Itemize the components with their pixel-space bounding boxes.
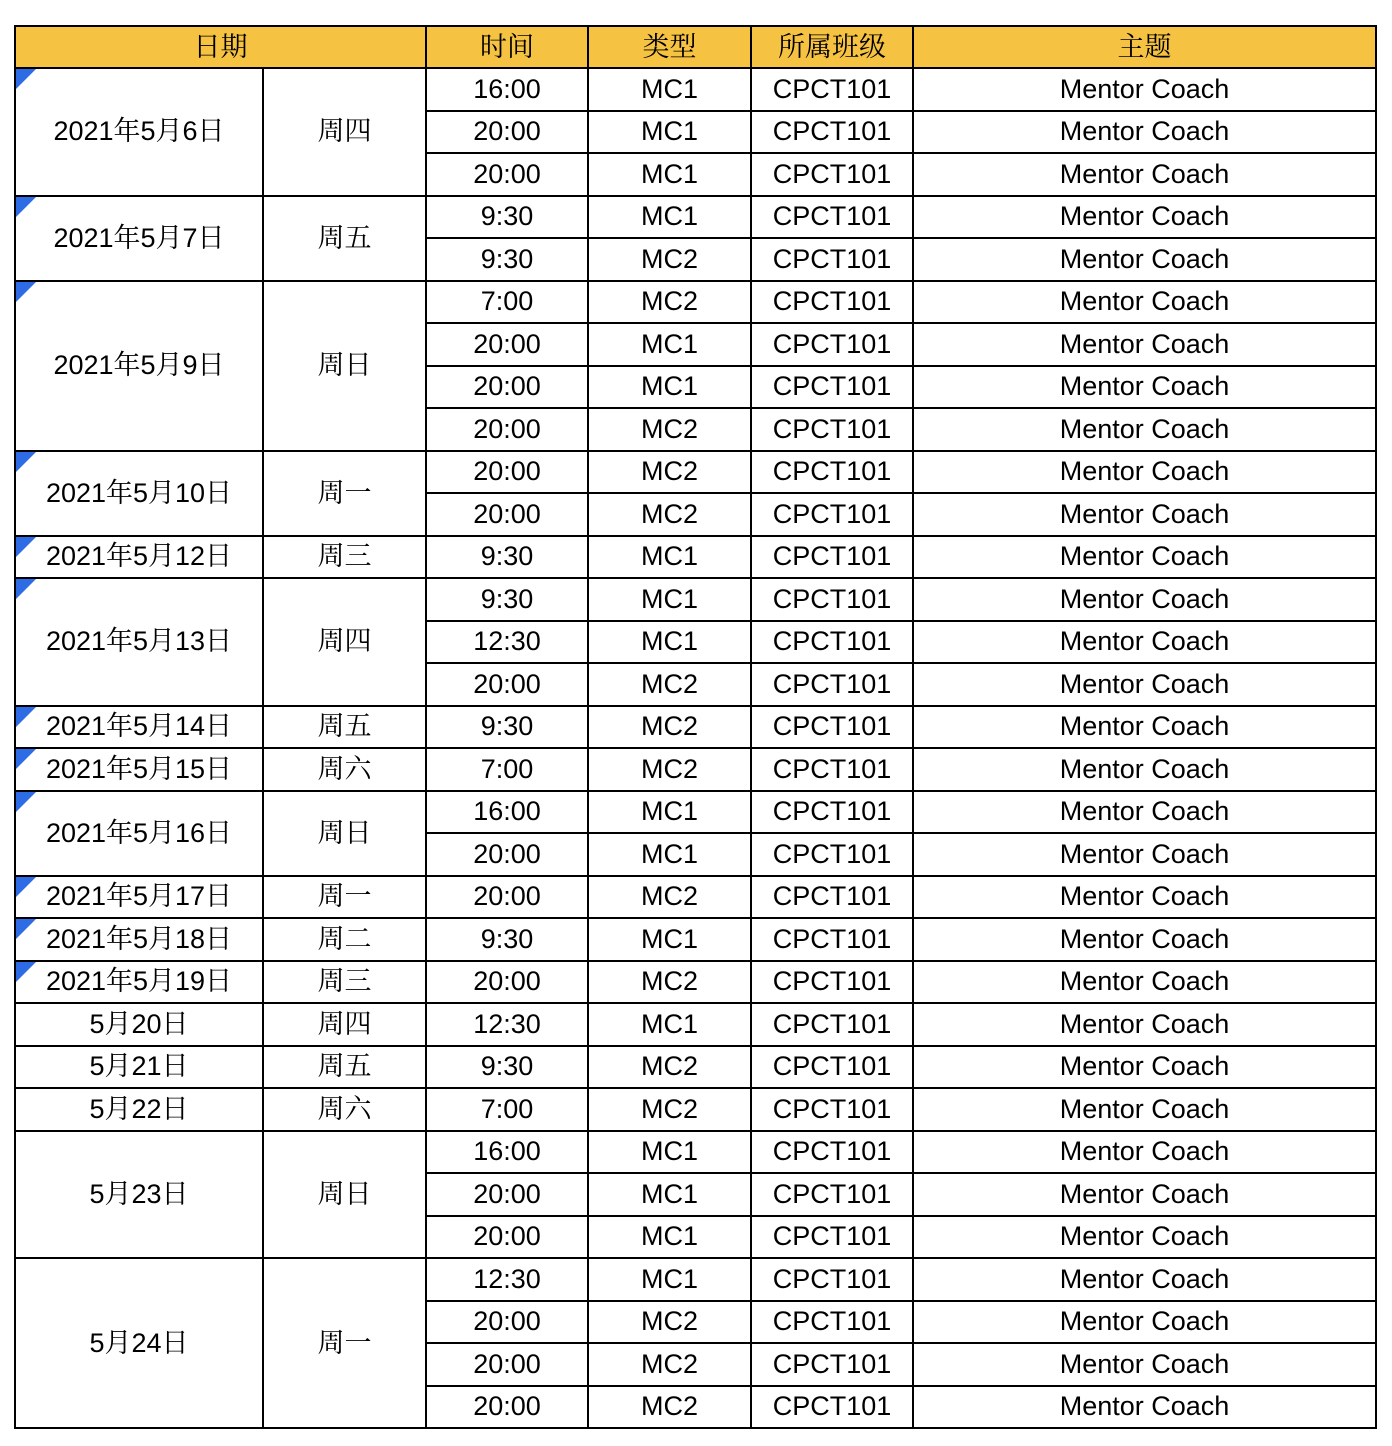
type-cell[interactable]: MC2 (588, 493, 751, 536)
table-row (15, 748, 1376, 791)
date-cell[interactable] (15, 1088, 263, 1131)
class-cell[interactable]: CPCT101 (751, 961, 913, 1004)
class-cell[interactable]: CPCT101 (751, 238, 913, 281)
type-cell[interactable]: MC1 (588, 196, 751, 239)
table-row (15, 536, 1376, 579)
date-cell[interactable] (15, 1046, 263, 1089)
weekday-cell[interactable]: 周一 (263, 876, 426, 919)
weekday-cell[interactable]: 周六 (263, 1088, 426, 1131)
date-cell[interactable] (15, 791, 263, 876)
time-cell[interactable]: 20:00 (426, 366, 588, 409)
topic-cell[interactable]: Mentor Coach (913, 1088, 1376, 1131)
date-text: 2021年5月12日 (45, 541, 233, 572)
table-row (15, 68, 1376, 111)
date-text: 2021年5月10日 (45, 477, 233, 508)
time-cell[interactable]: 7:00 (426, 281, 588, 324)
comment-marker-icon (16, 282, 36, 302)
date-cell[interactable] (15, 68, 263, 196)
time-cell[interactable]: 9:30 (426, 706, 588, 749)
time-cell[interactable]: 7:00 (426, 748, 588, 791)
table-row (15, 1088, 1376, 1131)
weekday-cell[interactable]: 周日 (263, 281, 426, 451)
table-row (15, 281, 1376, 324)
class-cell[interactable]: CPCT101 (751, 196, 913, 239)
weekday-cell[interactable]: 周六 (263, 748, 426, 791)
time-cell[interactable]: 16:00 (426, 791, 588, 834)
date-text: 5月21日 (89, 1051, 189, 1082)
date-cell[interactable] (15, 1258, 263, 1428)
topic-cell[interactable]: Mentor Coach (913, 1386, 1376, 1429)
topic-cell[interactable]: Mentor Coach (913, 323, 1376, 366)
date-cell[interactable] (15, 706, 263, 749)
type-cell[interactable]: MC1 (588, 621, 751, 664)
time-cell[interactable]: 20:00 (426, 876, 588, 919)
comment-marker-icon (16, 877, 36, 897)
date-text: 2021年5月9日 (53, 350, 225, 380)
time-cell[interactable]: 16:00 (426, 68, 588, 111)
time-cell[interactable]: 20:00 (426, 833, 588, 876)
time-cell[interactable]: 20:00 (426, 663, 588, 706)
date-text: 5月23日 (89, 1178, 189, 1209)
class-cell[interactable]: CPCT101 (751, 791, 913, 834)
time-cell[interactable]: 20:00 (426, 493, 588, 536)
header-time[interactable]: 时间 (426, 26, 588, 68)
class-cell[interactable]: CPCT101 (751, 366, 913, 409)
type-cell[interactable]: MC1 (588, 536, 751, 579)
topic-cell[interactable]: Mentor Coach (913, 196, 1376, 239)
topic-cell[interactable]: Mentor Coach (913, 408, 1376, 451)
class-cell[interactable]: CPCT101 (751, 876, 913, 919)
time-cell[interactable]: 9:30 (426, 536, 588, 579)
type-cell[interactable]: MC2 (588, 706, 751, 749)
comment-marker-icon (16, 69, 36, 89)
time-cell[interactable]: 16:00 (426, 1131, 588, 1174)
class-cell[interactable]: CPCT101 (751, 1301, 913, 1344)
topic-cell[interactable]: Mentor Coach (913, 366, 1376, 409)
type-cell[interactable]: MC1 (588, 918, 751, 961)
comment-marker-icon (16, 197, 36, 217)
comment-marker-icon (16, 452, 36, 472)
weekday-cell[interactable]: 周二 (263, 918, 426, 961)
topic-cell[interactable]: Mentor Coach (913, 153, 1376, 196)
type-cell[interactable]: MC2 (588, 1301, 751, 1344)
type-cell[interactable]: MC1 (588, 323, 751, 366)
class-cell[interactable]: CPCT101 (751, 451, 913, 494)
type-cell[interactable]: MC1 (588, 1258, 751, 1301)
type-cell[interactable]: MC2 (588, 961, 751, 1004)
class-cell[interactable]: CPCT101 (751, 1216, 913, 1259)
topic-cell[interactable]: Mentor Coach (913, 876, 1376, 919)
topic-cell[interactable]: Mentor Coach (913, 111, 1376, 154)
topic-cell[interactable]: Mentor Coach (913, 578, 1376, 621)
date-cell[interactable] (15, 961, 263, 1004)
weekday-cell[interactable]: 周三 (263, 536, 426, 579)
class-cell[interactable]: CPCT101 (751, 748, 913, 791)
class-cell[interactable]: CPCT101 (751, 918, 913, 961)
time-cell[interactable]: 9:30 (426, 578, 588, 621)
topic-cell[interactable]: Mentor Coach (913, 1003, 1376, 1046)
type-cell[interactable]: MC2 (588, 663, 751, 706)
time-cell[interactable]: 12:30 (426, 1003, 588, 1046)
class-cell[interactable]: CPCT101 (751, 493, 913, 536)
time-cell[interactable]: 12:30 (426, 621, 588, 664)
weekday-cell[interactable]: 周四 (263, 578, 426, 706)
class-cell[interactable]: CPCT101 (751, 663, 913, 706)
weekday-cell[interactable]: 周日 (263, 1131, 426, 1259)
time-cell[interactable]: 20:00 (426, 1301, 588, 1344)
date-text: 5月22日 (89, 1093, 189, 1124)
date-cell[interactable] (15, 748, 263, 791)
time-cell[interactable]: 20:00 (426, 961, 588, 1004)
header-class[interactable]: 所属班级 (751, 26, 913, 68)
type-cell[interactable]: MC1 (588, 833, 751, 876)
class-cell[interactable]: CPCT101 (751, 1173, 913, 1216)
date-text: 5月24日 (89, 1327, 189, 1358)
schedule-table (14, 25, 1377, 1429)
topic-cell[interactable]: Mentor Coach (913, 791, 1376, 834)
topic-cell[interactable]: Mentor Coach (913, 493, 1376, 536)
date-text: 2021年5月16日 (45, 817, 233, 848)
time-cell[interactable]: 20:00 (426, 323, 588, 366)
comment-marker-icon (16, 707, 36, 727)
time-cell[interactable]: 20:00 (426, 153, 588, 196)
table-row (15, 196, 1376, 239)
topic-cell[interactable]: Mentor Coach (913, 918, 1376, 961)
time-cell[interactable]: 20:00 (426, 1173, 588, 1216)
class-cell[interactable]: CPCT101 (751, 323, 913, 366)
class-cell[interactable]: CPCT101 (751, 706, 913, 749)
class-cell[interactable]: CPCT101 (751, 1046, 913, 1089)
table-row (15, 1003, 1376, 1046)
weekday-cell[interactable]: 周四 (263, 68, 426, 196)
type-cell[interactable]: MC2 (588, 281, 751, 324)
date-text: 2021年5月14日 (45, 711, 233, 742)
type-cell[interactable]: MC1 (588, 1003, 751, 1046)
type-cell[interactable]: MC2 (588, 1046, 751, 1089)
weekday-cell[interactable]: 周五 (263, 706, 426, 749)
table-row (15, 876, 1376, 919)
type-cell[interactable]: MC2 (588, 408, 751, 451)
class-cell[interactable]: CPCT101 (751, 1386, 913, 1429)
table-row (15, 451, 1376, 494)
class-cell[interactable]: CPCT101 (751, 408, 913, 451)
class-cell[interactable]: CPCT101 (751, 153, 913, 196)
weekday-cell[interactable]: 周五 (263, 196, 426, 281)
class-cell[interactable]: CPCT101 (751, 281, 913, 324)
header-type[interactable]: 类型 (588, 26, 751, 68)
topic-cell[interactable]: Mentor Coach (913, 68, 1376, 111)
date-cell[interactable] (15, 1131, 263, 1259)
time-cell[interactable]: 9:30 (426, 1046, 588, 1089)
type-cell[interactable]: MC1 (588, 111, 751, 154)
class-cell[interactable]: CPCT101 (751, 1131, 913, 1174)
class-cell[interactable]: CPCT101 (751, 68, 913, 111)
date-cell[interactable] (15, 536, 263, 579)
weekday-cell[interactable]: 周日 (263, 791, 426, 876)
date-cell[interactable] (15, 918, 263, 961)
weekday-cell[interactable]: 周一 (263, 451, 426, 536)
topic-cell[interactable]: Mentor Coach (913, 961, 1376, 1004)
type-cell[interactable]: MC2 (588, 748, 751, 791)
comment-marker-icon (16, 749, 36, 769)
date-cell[interactable] (15, 451, 263, 536)
date-cell[interactable] (15, 1003, 263, 1046)
time-cell[interactable]: 9:30 (426, 238, 588, 281)
topic-cell[interactable]: Mentor Coach (913, 451, 1376, 494)
table-row (15, 918, 1376, 961)
weekday-cell[interactable]: 周三 (263, 961, 426, 1004)
class-cell[interactable]: CPCT101 (751, 1258, 913, 1301)
time-cell[interactable]: 12:30 (426, 1258, 588, 1301)
date-text: 2021年5月13日 (45, 626, 233, 657)
type-cell[interactable]: MC1 (588, 1131, 751, 1174)
table-row (15, 706, 1376, 749)
type-cell[interactable]: MC1 (588, 1173, 751, 1216)
topic-cell[interactable]: Mentor Coach (913, 1173, 1376, 1216)
topic-cell[interactable]: Mentor Coach (913, 1216, 1376, 1259)
topic-cell[interactable]: Mentor Coach (913, 1343, 1376, 1386)
date-cell[interactable] (15, 578, 263, 706)
topic-cell[interactable]: Mentor Coach (913, 1046, 1376, 1089)
date-cell[interactable] (15, 196, 263, 281)
type-cell[interactable]: MC1 (588, 578, 751, 621)
type-cell[interactable]: MC2 (588, 1386, 751, 1429)
topic-cell[interactable]: Mentor Coach (913, 706, 1376, 749)
type-cell[interactable]: MC1 (588, 68, 751, 111)
comment-marker-icon (16, 962, 36, 982)
table-body (15, 68, 1376, 1428)
comment-marker-icon (16, 537, 36, 557)
comment-marker-icon (16, 792, 36, 812)
topic-cell[interactable]: Mentor Coach (913, 663, 1376, 706)
time-cell[interactable]: 9:30 (426, 196, 588, 239)
time-cell[interactable]: 9:30 (426, 918, 588, 961)
header-topic[interactable]: 主题 (913, 26, 1376, 68)
comment-marker-icon (16, 919, 36, 939)
comment-marker-icon (16, 579, 36, 599)
type-cell[interactable]: MC2 (588, 1088, 751, 1131)
time-cell[interactable]: 20:00 (426, 1216, 588, 1259)
class-cell[interactable]: CPCT101 (751, 621, 913, 664)
topic-cell[interactable]: Mentor Coach (913, 1258, 1376, 1301)
topic-cell[interactable]: Mentor Coach (913, 1131, 1376, 1174)
table-row (15, 578, 1376, 621)
type-cell[interactable]: MC1 (588, 153, 751, 196)
date-text: 2021年5月15日 (45, 753, 233, 784)
time-cell[interactable]: 7:00 (426, 1088, 588, 1131)
header-date[interactable]: 日期 (15, 26, 426, 68)
class-cell[interactable]: CPCT101 (751, 578, 913, 621)
date-text: 2021年5月19日 (45, 966, 233, 997)
date-text: 2021年5月18日 (45, 923, 233, 954)
date-text: 2021年5月6日 (53, 116, 225, 147)
class-cell[interactable]: CPCT101 (751, 1343, 913, 1386)
topic-cell[interactable]: Mentor Coach (913, 238, 1376, 281)
type-cell[interactable]: MC2 (588, 238, 751, 281)
time-cell[interactable]: 20:00 (426, 408, 588, 451)
date-cell[interactable] (15, 876, 263, 919)
type-cell[interactable]: MC1 (588, 1216, 751, 1259)
weekday-cell[interactable]: 周一 (263, 1258, 426, 1428)
topic-cell[interactable]: Mentor Coach (913, 536, 1376, 579)
topic-cell[interactable]: Mentor Coach (913, 621, 1376, 664)
class-cell[interactable]: CPCT101 (751, 1088, 913, 1131)
header-row (15, 26, 1376, 68)
type-cell[interactable]: MC2 (588, 451, 751, 494)
type-cell[interactable]: MC1 (588, 366, 751, 409)
weekday-cell[interactable]: 周四 (263, 1003, 426, 1046)
table-row (15, 1046, 1376, 1089)
topic-cell[interactable]: Mentor Coach (913, 833, 1376, 876)
date-text: 5月20日 (89, 1008, 189, 1039)
table-row (15, 1131, 1376, 1174)
class-cell[interactable]: CPCT101 (751, 111, 913, 154)
date-cell[interactable] (15, 281, 263, 451)
date-text: 2021年5月17日 (45, 881, 233, 912)
type-cell[interactable]: MC2 (588, 1343, 751, 1386)
time-cell[interactable]: 20:00 (426, 1343, 588, 1386)
table-row (15, 961, 1376, 1004)
date-text: 2021年5月7日 (53, 222, 225, 253)
topic-cell[interactable]: Mentor Coach (913, 748, 1376, 791)
time-cell[interactable]: 20:00 (426, 451, 588, 494)
class-cell[interactable]: CPCT101 (751, 833, 913, 876)
time-cell[interactable]: 20:00 (426, 1386, 588, 1429)
table-row (15, 1258, 1376, 1301)
class-cell[interactable]: CPCT101 (751, 1003, 913, 1046)
weekday-cell[interactable]: 周五 (263, 1046, 426, 1089)
topic-cell[interactable]: Mentor Coach (913, 1301, 1376, 1344)
topic-cell[interactable]: Mentor Coach (913, 281, 1376, 324)
type-cell[interactable]: MC1 (588, 791, 751, 834)
class-cell[interactable]: CPCT101 (751, 536, 913, 579)
table-row (15, 791, 1376, 834)
type-cell[interactable]: MC2 (588, 876, 751, 919)
time-cell[interactable]: 20:00 (426, 111, 588, 154)
